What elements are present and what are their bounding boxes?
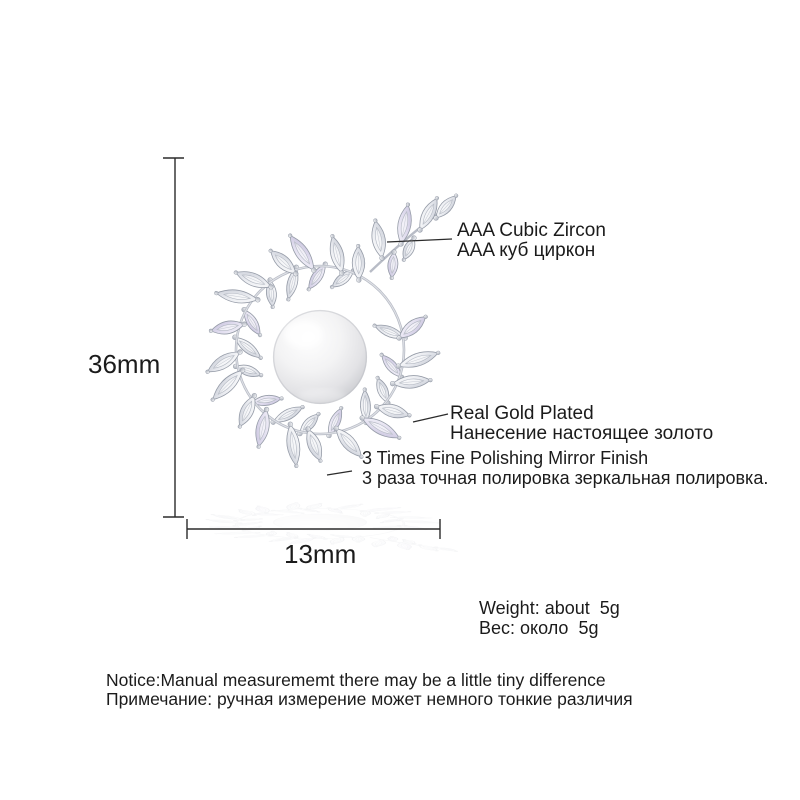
height-dimension-line xyxy=(163,158,184,517)
pearl xyxy=(273,310,367,404)
callout-zircon-ru: AAA куб циркон xyxy=(457,239,596,261)
callout-polishing-ru: 3 раза точная полировка зеркальная полировка. xyxy=(362,467,769,488)
wreath-leaf xyxy=(393,311,431,345)
weight-en: Weight: about 5g xyxy=(479,598,620,618)
notice-ru: Примечание: ручная измерение может немного тонкие различия xyxy=(106,688,633,709)
brooch-photo xyxy=(203,191,462,469)
measurement-notice xyxy=(106,671,633,708)
notice-en: Notice:Manual measurememt there may be a little tiny difference xyxy=(106,670,606,690)
callout-polishing xyxy=(362,449,768,488)
weight-note xyxy=(479,599,620,638)
leader-line-gold xyxy=(413,414,448,422)
wreath-leaf xyxy=(372,374,393,407)
height-dimension-label: 36mm xyxy=(88,349,161,379)
wreath-leaf xyxy=(369,218,389,262)
wreath-leaf xyxy=(269,402,307,428)
callout-gold-en: Real Gold Plated xyxy=(450,403,594,424)
leader-line-polish xyxy=(327,471,352,475)
width-dimension-label: 13mm xyxy=(284,539,357,569)
callout-zircon xyxy=(457,221,606,260)
callout-polishing-en: 3 Times Fine Polishing Mirror Finish xyxy=(362,448,649,468)
wreath-leaf xyxy=(214,287,262,307)
weight-ru: Вес: около 5g xyxy=(479,617,599,638)
callout-gold-plating xyxy=(450,404,713,443)
wreath-leaf xyxy=(239,305,266,339)
leader-line-zircon xyxy=(387,239,452,242)
callout-gold-ru: Нанесение настоящее золото xyxy=(450,422,714,444)
callout-zircon-en: AAA Cubic Zircon xyxy=(457,220,606,241)
